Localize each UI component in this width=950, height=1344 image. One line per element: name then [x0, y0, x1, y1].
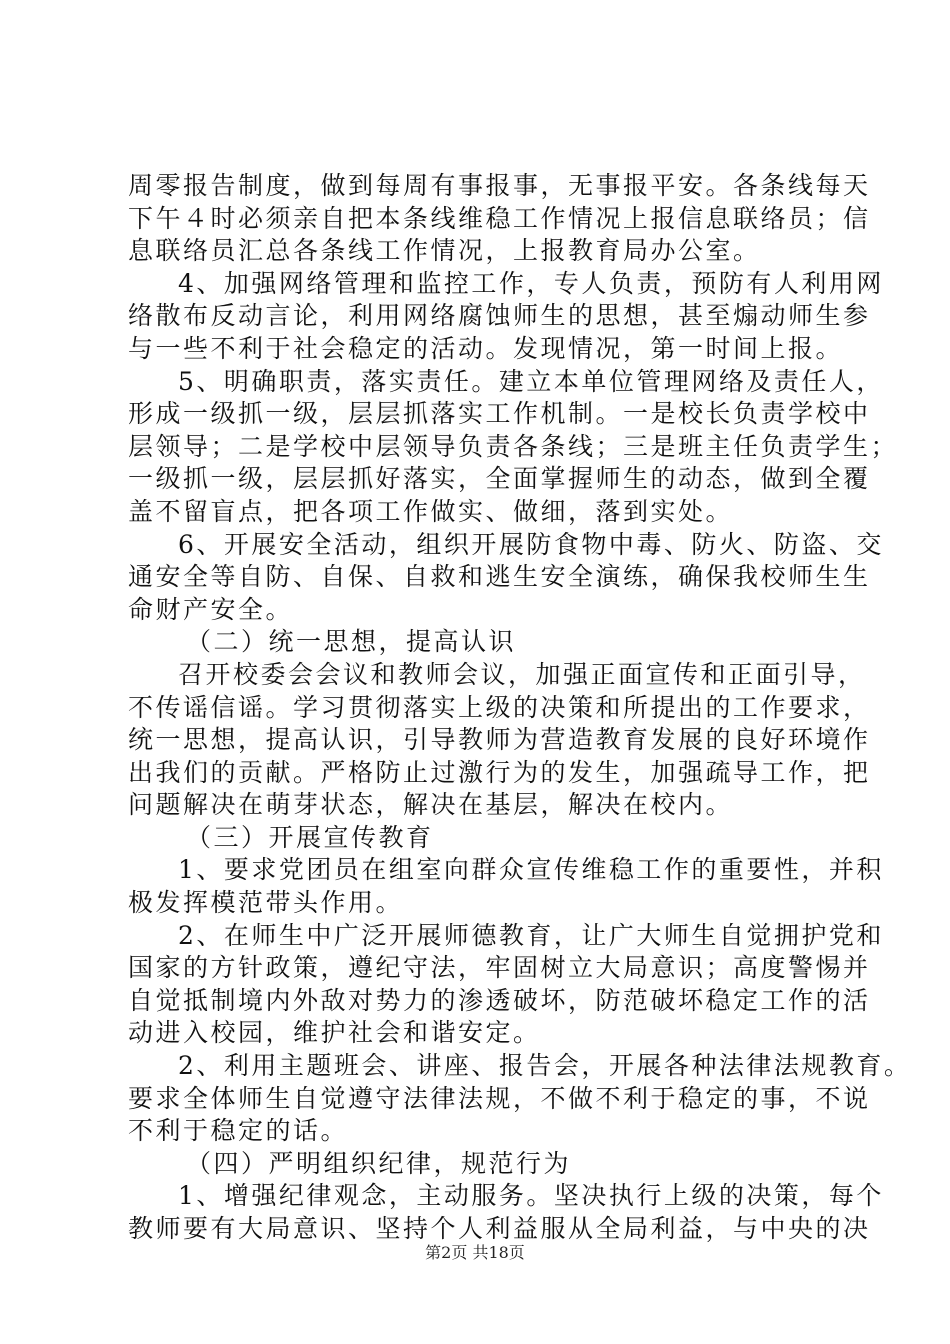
text-line: 盖不留盲点，把各项工作做实、做细，落到实处。	[128, 496, 734, 526]
text-line: 要求全体师生自觉遵守法律法规，不做不利于稳定的事，不说	[128, 1083, 871, 1113]
paragraph-start: 4、加强网络管理和监控工作，专人负责，预防有人利用网	[178, 268, 884, 298]
text-line: 息联络员汇总各条线工作情况，上报教育局办公室。	[128, 236, 761, 266]
text-line: 国家的方针政策，遵纪守法，牢固树立大局意识；高度警惕并	[128, 953, 871, 983]
section-heading: （二）统一思想，提高认识	[186, 627, 517, 657]
text-line: 络散布反动言论，利用网络腐蚀师生的思想，甚至煽动师生参	[128, 301, 871, 331]
paragraph-start: 召开校委会会议和教师会议，加强正面宣传和正面引导，	[178, 659, 866, 689]
text-line: 不利于稳定的话。	[128, 1116, 349, 1146]
page-number-footer: 第2页 共18页	[425, 1243, 525, 1262]
section-heading: （三）开展宣传教育	[186, 822, 434, 852]
text-line: 与一些不利于社会稳定的活动。发现情况，第一时间上报。	[128, 333, 844, 363]
text-line: 自觉抵制境内外敌对势力的渗透破坏，防范破坏稳定工作的活	[128, 985, 871, 1015]
text-line: 一级抓一级，层层抓好落实，全面掌握师生的动态，做到全覆	[128, 464, 871, 494]
text-line: 形成一级抓一级，层层抓落实工作机制。一是校长负责学校中	[128, 399, 871, 429]
text-line: 命财产安全。	[128, 594, 294, 624]
paragraph-start: 1、增强纪律观念，主动服务。坚决执行上级的决策，每个	[178, 1181, 884, 1211]
paragraph-start: 2、在师生中广泛开展师德教育，让广大师生自觉拥护党和	[178, 920, 884, 950]
text-line: 层领导；二是学校中层领导负责各条线；三是班主任负责学生；	[128, 431, 899, 461]
text-line: 通安全等自防、自保、自救和逃生安全演练，确保我校师生生	[128, 562, 871, 592]
text-line: 统一思想，提高认识，引导教师为营造教育发展的良好环境作	[128, 725, 871, 755]
paragraph-start: 5、明确职责，落实责任。建立本单位管理网络及责任人，	[178, 366, 884, 396]
paragraph-start: 1、要求党团员在组室向群众宣传维稳工作的重要性，并积	[178, 855, 884, 885]
text-line: 周零报告制度，做到每周有事报事，无事报平安。各条线每天	[128, 171, 871, 200]
paragraph-start: 6、开展安全活动，组织开展防食物中毒、防火、防盗、交	[178, 529, 884, 559]
text-line: 出我们的贡献。严格防止过激行为的发生，加强疏导工作，把	[128, 757, 871, 787]
text-line: 下午４时必须亲自把本条线维稳工作情况上报信息联络员；信	[128, 203, 871, 233]
text-line: 极发挥模范带头作用。	[128, 888, 404, 918]
section-heading: （四）严明组织纪律，规范行为	[186, 1148, 572, 1178]
paragraph-start: 2、利用主题班会、讲座、报告会，开展各种法律法规教育。	[178, 1051, 912, 1081]
body-text	[128, 170, 912, 1246]
text-line: 不传谣信谣。学习贯彻落实上级的决策和所提出的工作要求，	[128, 692, 871, 722]
text-line: 问题解决在萌芽状态，解决在基层，解决在校内。	[128, 790, 734, 820]
text-line: 动进入校园，维护社会和谐安定。	[128, 1018, 541, 1048]
text-line: 教师要有大局意识、坚持个人利益服从全局利益，与中央的决	[128, 1214, 871, 1243]
